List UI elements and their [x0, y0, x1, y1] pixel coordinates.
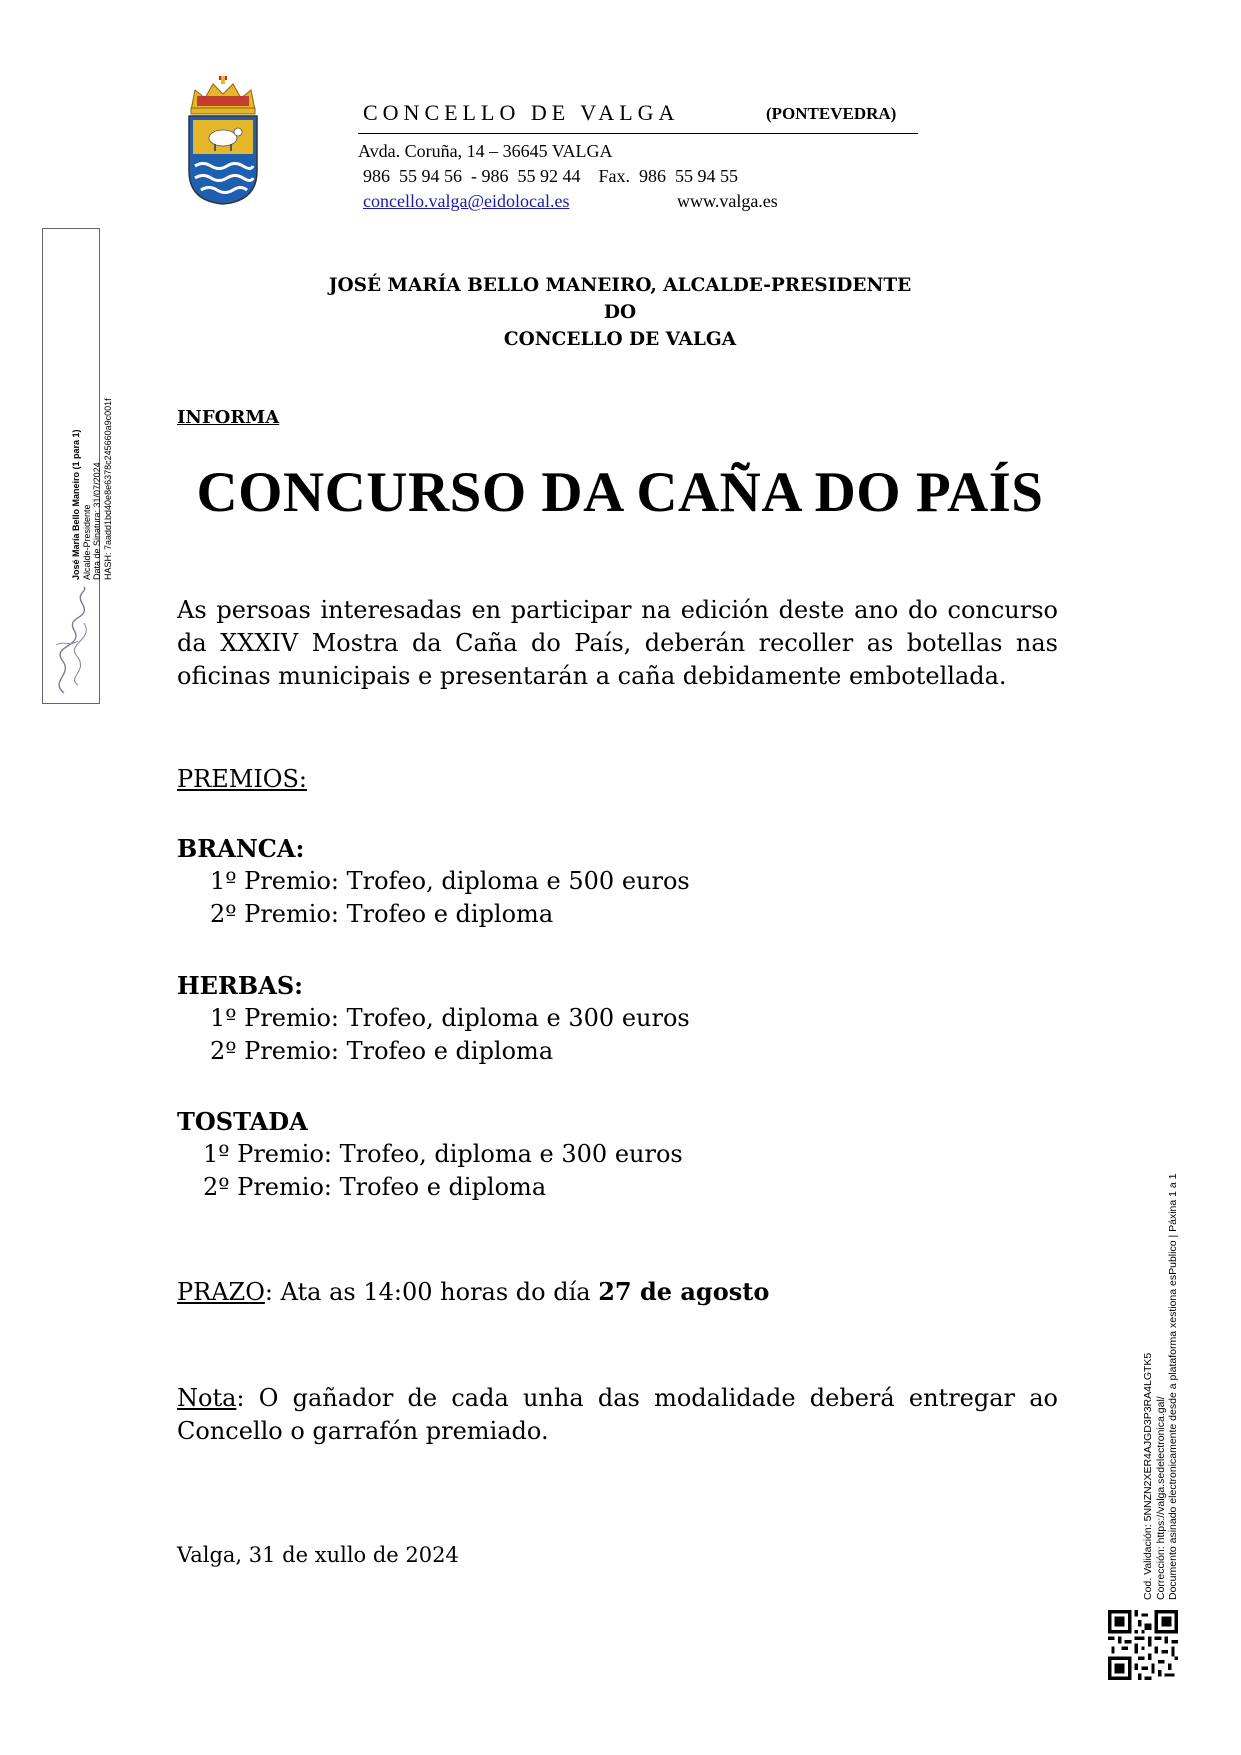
phone-numbers: 986 55 94 56 - 986 55 92 44 Fax. 986 55 94 55	[363, 166, 738, 186]
deadline-line	[177, 1277, 769, 1306]
issuer-line-1: JOSÉ MARÍA BELLO MANEIRO, ALCALDE-PRESIDENTE	[328, 275, 912, 296]
organization-name: CONCELLO DE VALGA	[363, 100, 680, 125]
branca-prize-1: 1º Premio: Trofeo, diploma e 500 euros	[210, 867, 690, 895]
premios-heading: PREMIOS:	[177, 765, 307, 793]
issuer-line-2: DO	[603, 302, 637, 323]
informa-heading: INFORMA	[177, 407, 280, 428]
validation-url: Corrección: https://valga.sedelectronica.gal/	[1154, 1396, 1167, 1600]
deadline-text: : Ata as 14:00 horas do día	[264, 1278, 599, 1306]
tostada-prize-1: 1º Premio: Trofeo, diploma e 300 euros	[203, 1140, 683, 1168]
qr-code[interactable]	[1108, 1610, 1178, 1680]
place-and-date: Valga, 31 de xullo de 2024	[177, 1543, 459, 1567]
coat-of-arms-logo	[183, 76, 263, 206]
note-paragraph	[177, 1382, 1058, 1448]
signer-name: José María Bello Maneiro (1 para 1)	[71, 429, 81, 580]
validation-code: Cod. Validación: 5NNZN2XER4AJGD3P3RA4LGTK5	[1142, 1352, 1154, 1600]
email-link[interactable]: concello.valga@eidolocal.es	[363, 191, 570, 211]
handwritten-signature	[44, 585, 98, 700]
signature-details	[71, 398, 113, 580]
signature-date: Data de Sinatura: 31/07/2024	[92, 462, 102, 580]
category-tostada: TOSTADA	[177, 1107, 308, 1136]
page-title: CONCURSO DA CAÑA DO PAÍS	[196, 461, 1044, 524]
deadline-date: 27 de agosto	[598, 1277, 770, 1306]
herbas-prize-1: 1º Premio: Trofeo, diploma e 300 euros	[210, 1004, 690, 1032]
validation-note: Documento asinado electronicamente desde a plataforma xestiona esPublico | Páxina 1 a 1	[1167, 1173, 1179, 1600]
signer-role: Alcalde-Presidente	[81, 504, 92, 580]
province-label: (PONTEVEDRA)	[766, 104, 897, 123]
category-branca: BRANCA:	[177, 834, 305, 863]
note-text: : O gañador de cada unha das modalidade deberá entregar ao Concello o garrafón premiado.	[177, 1384, 1058, 1445]
tostada-prize-2: 2º Premio: Trofeo e diploma	[203, 1173, 547, 1201]
branca-prize-2: 2º Premio: Trofeo e diploma	[210, 900, 554, 928]
herbas-prize-2: 2º Premio: Trofeo e diploma	[210, 1037, 554, 1065]
address: Avda. Coruña, 14 – 36645 VALGA	[358, 141, 613, 161]
issuer-block	[200, 272, 1040, 353]
validation-info	[1142, 1174, 1180, 1601]
note-label: Nota	[177, 1384, 237, 1412]
deadline-label: PRAZO	[177, 1278, 265, 1306]
intro-paragraph: As persoas interesadas en participar na edición deste ano do concurso da XXXIV Mostra da Caña do País, deberán recoller as botellas nas oficinas municipais e presentarán a caña debidamente embotellada.	[177, 596, 1058, 690]
header-divider	[358, 133, 918, 134]
issuer-line-3: CONCELLO DE VALGA	[503, 329, 737, 350]
category-herbas: HERBAS:	[177, 971, 304, 1000]
signature-hash: HASH: 7aadd1bd40e8e6378c245660a9c001f	[102, 398, 113, 580]
website: www.valga.es	[677, 191, 778, 211]
